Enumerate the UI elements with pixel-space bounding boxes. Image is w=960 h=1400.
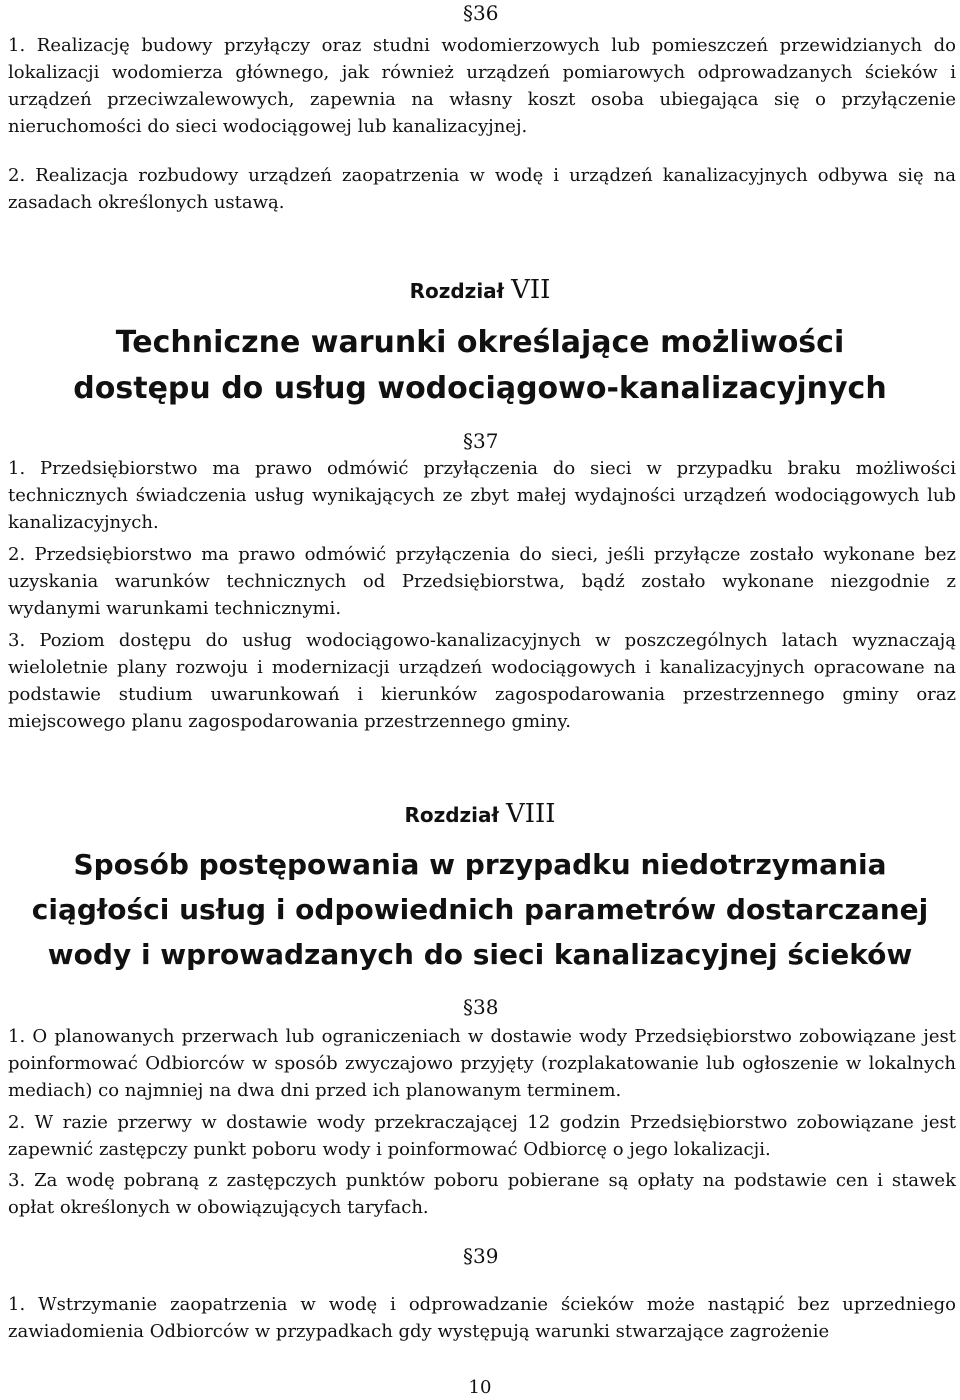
chapter-7-word: Rozdział xyxy=(409,279,505,303)
paragraph-38-2: 2. W razie przerwy w dostawie wody przekraczającej 12 godzin Przedsiębiorstwo zobowiązane jest zapewnić zastępczy punkt poboru wody i poinformować Odbiorcę o jego lokalizacji. xyxy=(8,1112,956,1160)
paragraph-37-1: 1. Przedsiębiorstwo ma prawo odmówić przyłączenia do sieci w przypadku braku możliwości technicznych świadczenia usług wynikających ze zbyt małej wydajności urządzeń wodociągowych lub kanalizacyjnych. xyxy=(8,458,956,533)
chapter-7-label xyxy=(0,276,960,306)
chapter-7-title-line-1: Techniczne warunki określające możliwości xyxy=(115,325,845,360)
chapter-8-title-line-2: ciągłości usług i odpowiednich parametrów dostarczanej xyxy=(31,893,929,926)
paragraph-37-3: 3. Poziom dostępu do usług wodociągowo-kanalizacyjnych w poszczególnych latach wyznaczają wieloletnie plany rozwoju i modernizacji urządzeń wodociągowych i kanalizacyjnych opracowane na podstawie studium uwarunkowań i kierunków zagospodarowania przestrzennego gminy oraz miejscowego planu zagospodarowania przestrzennego gminy. xyxy=(8,630,956,732)
chapter-8-title-line-3: wody i wprowadzanych do sieci kanalizacyjnej ścieków xyxy=(47,938,913,971)
section-mark-39: §39 xyxy=(463,1244,499,1268)
paragraph-36-2: 2. Realizacja rozbudowy urządzeń zaopatrzenia w wodę i urządzeń kanalizacyjnych odbywa się na zasadach określonych ustawą. xyxy=(8,165,956,213)
chapter-8-title-line-1: Sposób postępowania w przypadku niedotrzymania xyxy=(73,848,887,881)
paragraph-38-1: 1. O planowanych przerwach lub ograniczeniach w dostawie wody Przedsiębiorstwo zobowiązane jest poinformować Odbiorców w sposób zwyczajowo przyjęty (rozplakatowanie lub ogłoszenie w lokalnych mediach) co najmniej na dwa dni przed ich planowanym terminem. xyxy=(8,1026,956,1101)
section-mark-37: §37 xyxy=(463,429,499,453)
page-number: 10 xyxy=(468,1377,492,1398)
chapter-8-title xyxy=(0,842,960,977)
paragraph-38-3: 3. Za wodę pobraną z zastępczych punktów poboru pobierane są opłaty na podstawie cen i stawek opłat określonych w obowiązujących taryfach. xyxy=(8,1170,956,1218)
chapter-7-title xyxy=(0,320,960,412)
paragraph-36-1: 1. Realizację budowy przyłączy oraz studni wodomierzowych lub pomieszczeń przewidzianych do lokalizacji wodomierza głównego, jak również urządzeń pomiarowych odprowadzanych ścieków i urządzeń przeciwzalewowych, zapewnia na własny koszt osoba ubiegająca się o przyłączenie nieruchomości do sieci wodociągowej lub kanalizacyjnej. xyxy=(8,35,956,137)
chapter-8-word: Rozdział xyxy=(404,803,499,827)
paragraph-37-2: 2. Przedsiębiorstwo ma prawo odmówić przyłączenia do sieci, jeśli przyłącze zostało wykonane bez uzyskania warunków technicznych od Przedsiębiorstwa, bądź zostało wykonane niezgodnie z wydanymi warunkami technicznymi. xyxy=(8,544,956,619)
chapter-8-number: VIII xyxy=(505,799,556,829)
chapter-7-number: VII xyxy=(511,275,551,305)
section-mark-38: §38 xyxy=(463,995,499,1019)
chapter-7-title-line-2: dostępu do usług wodociągowo-kanalizacyjnych xyxy=(73,371,887,406)
paragraph-39-1: 1. Wstrzymanie zaopatrzenia w wodę i odprowadzanie ścieków może nastąpić bez uprzedniego zawiadomienia Odbiorców w przypadkach gdy występują warunki stwarzające zagrożenie xyxy=(8,1294,956,1342)
section-mark-36: §36 xyxy=(463,1,499,25)
chapter-8-label xyxy=(0,800,960,830)
